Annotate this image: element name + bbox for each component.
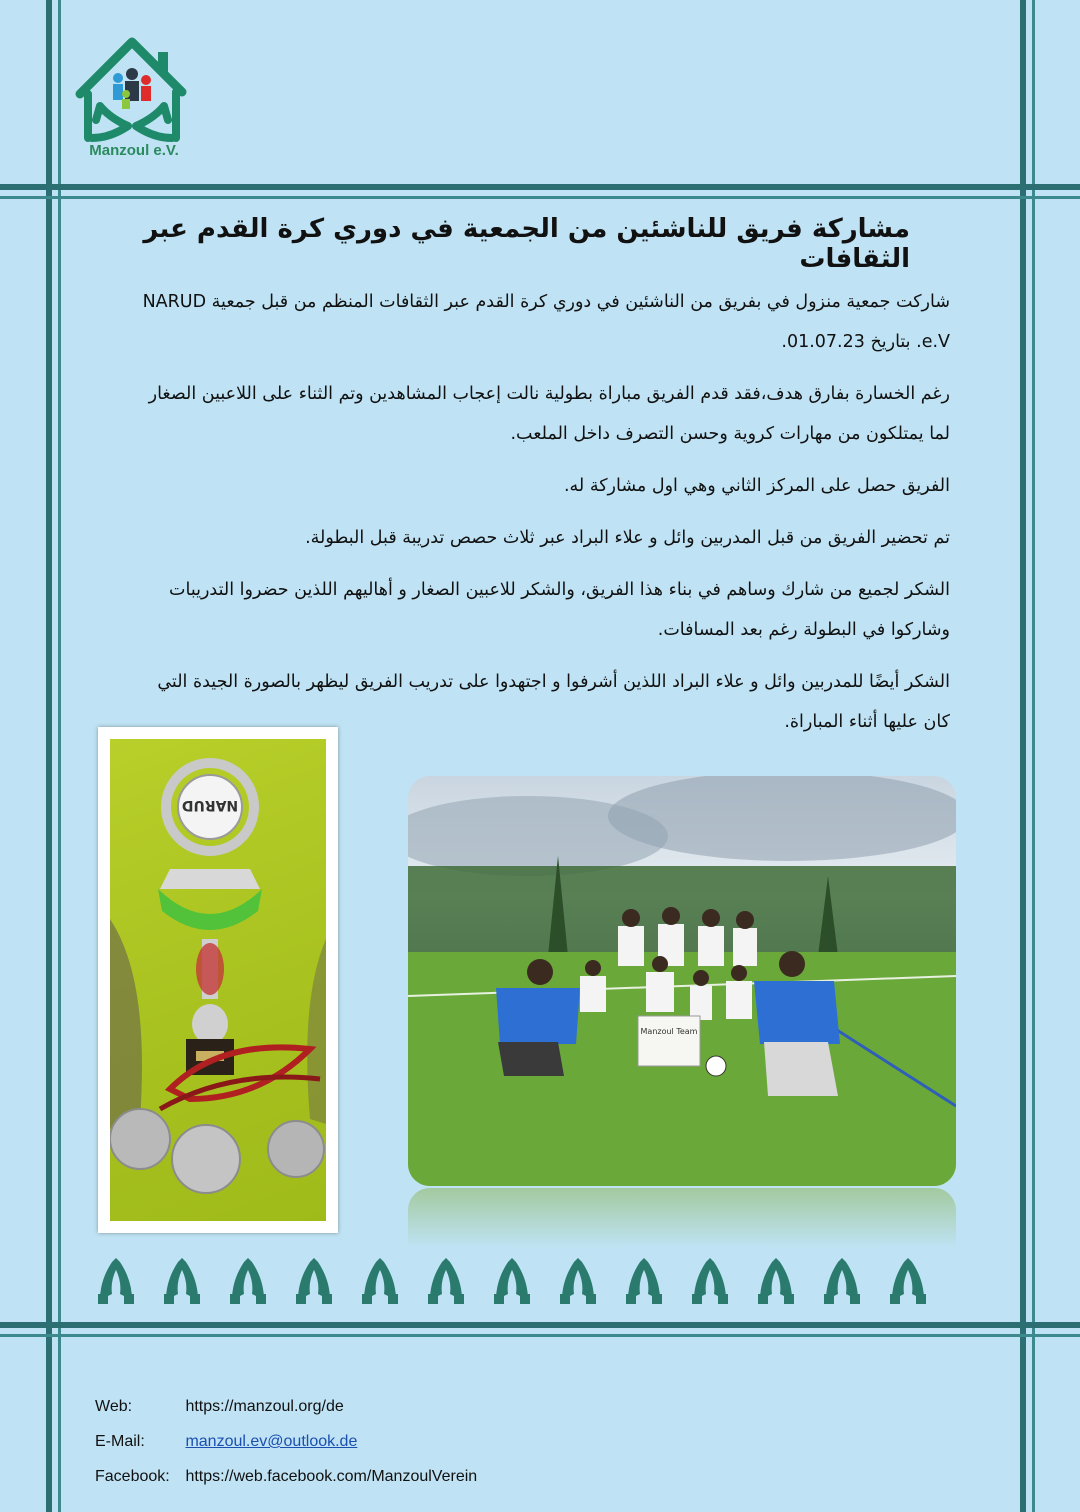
email-label: E-Mail: xyxy=(95,1433,145,1450)
frame-line-right xyxy=(1020,0,1026,1512)
hands-decoration-row-icon xyxy=(96,1250,960,1306)
trophy-photo xyxy=(110,739,326,1221)
web-label: Web: xyxy=(95,1398,133,1415)
frame-line-bottom-inner xyxy=(0,1334,1080,1337)
article-body xyxy=(130,282,950,754)
frame-line-top xyxy=(0,184,1080,190)
trophy-photo-frame xyxy=(98,727,338,1233)
contact-email xyxy=(95,1433,357,1451)
page-title: مشاركة فريق للناشئين من الجمعية في دوري كرة القدم عبر الثقافات xyxy=(143,214,910,274)
logo-text: Manzoul e.V. xyxy=(89,142,179,159)
trophy-illustration-icon xyxy=(110,739,326,1221)
contact-facebook xyxy=(95,1468,477,1486)
paragraph-1: شاركت جمعية منزول في بفريق من الناشئين في دوري كرة القدم عبر الثقافات المنظم من قبل جمعية NARUD e.V. بتاريخ 01.07.23. xyxy=(142,292,950,352)
team-photo-reflection xyxy=(408,1188,956,1248)
team-photo xyxy=(408,776,956,1186)
contact-web xyxy=(95,1398,344,1416)
paragraph-4: تم تحضير الفريق من قبل المدربين وائل و علاء البراد عبر ثلاث حصص تدريبة قبل البطولة. xyxy=(305,528,950,548)
frame-line-left xyxy=(46,0,52,1512)
frame-line-bottom xyxy=(0,1322,1080,1328)
paragraph-6: الشكر أيضًا للمدربين وائل و علاء البراد اللذين أشرفوا و اجتهدوا على تدريب الفريق ليظهر بالصورة الجيدة التي كان عليها أثناء المباراة. xyxy=(157,672,950,732)
sign-text: Manzoul Team xyxy=(640,1027,698,1036)
frame-line-top-inner xyxy=(0,196,1080,199)
frame-line-right-inner xyxy=(1032,0,1035,1512)
facebook-value[interactable]: https://web.facebook.com/ManzoulVerein xyxy=(185,1468,478,1485)
email-link[interactable]: manzoul.ev@outlook.de xyxy=(185,1433,358,1450)
frame-line-left-inner xyxy=(58,0,61,1512)
team-photo-illustration-icon xyxy=(408,776,956,1186)
trophy-plaque-text: NARUD xyxy=(181,797,239,813)
paragraph-2: رغم الخسارة بفارق هدف،فقد قدم الفريق مباراة بطولية نالت إعجاب المشاهدين وتم الثناء على اللاعبين الصغار لما يمتلكون من مهارات كروية وحسن التصرف داخل الملعب. xyxy=(148,384,950,444)
web-value[interactable]: https://manzoul.org/de xyxy=(185,1398,344,1415)
facebook-label: Facebook: xyxy=(95,1468,170,1485)
paragraph-3: الفريق حصل على المركز الثاني وهي اول مشاركة له. xyxy=(563,476,950,496)
paragraph-5: الشكر لجميع من شارك وساهم في بناء هذا الفريق، والشكر للاعبين الصغار و أهاليهم اللذين حضروا التدريبات وشاركوا في البطولة رغم بعد المسافات. xyxy=(169,580,950,640)
